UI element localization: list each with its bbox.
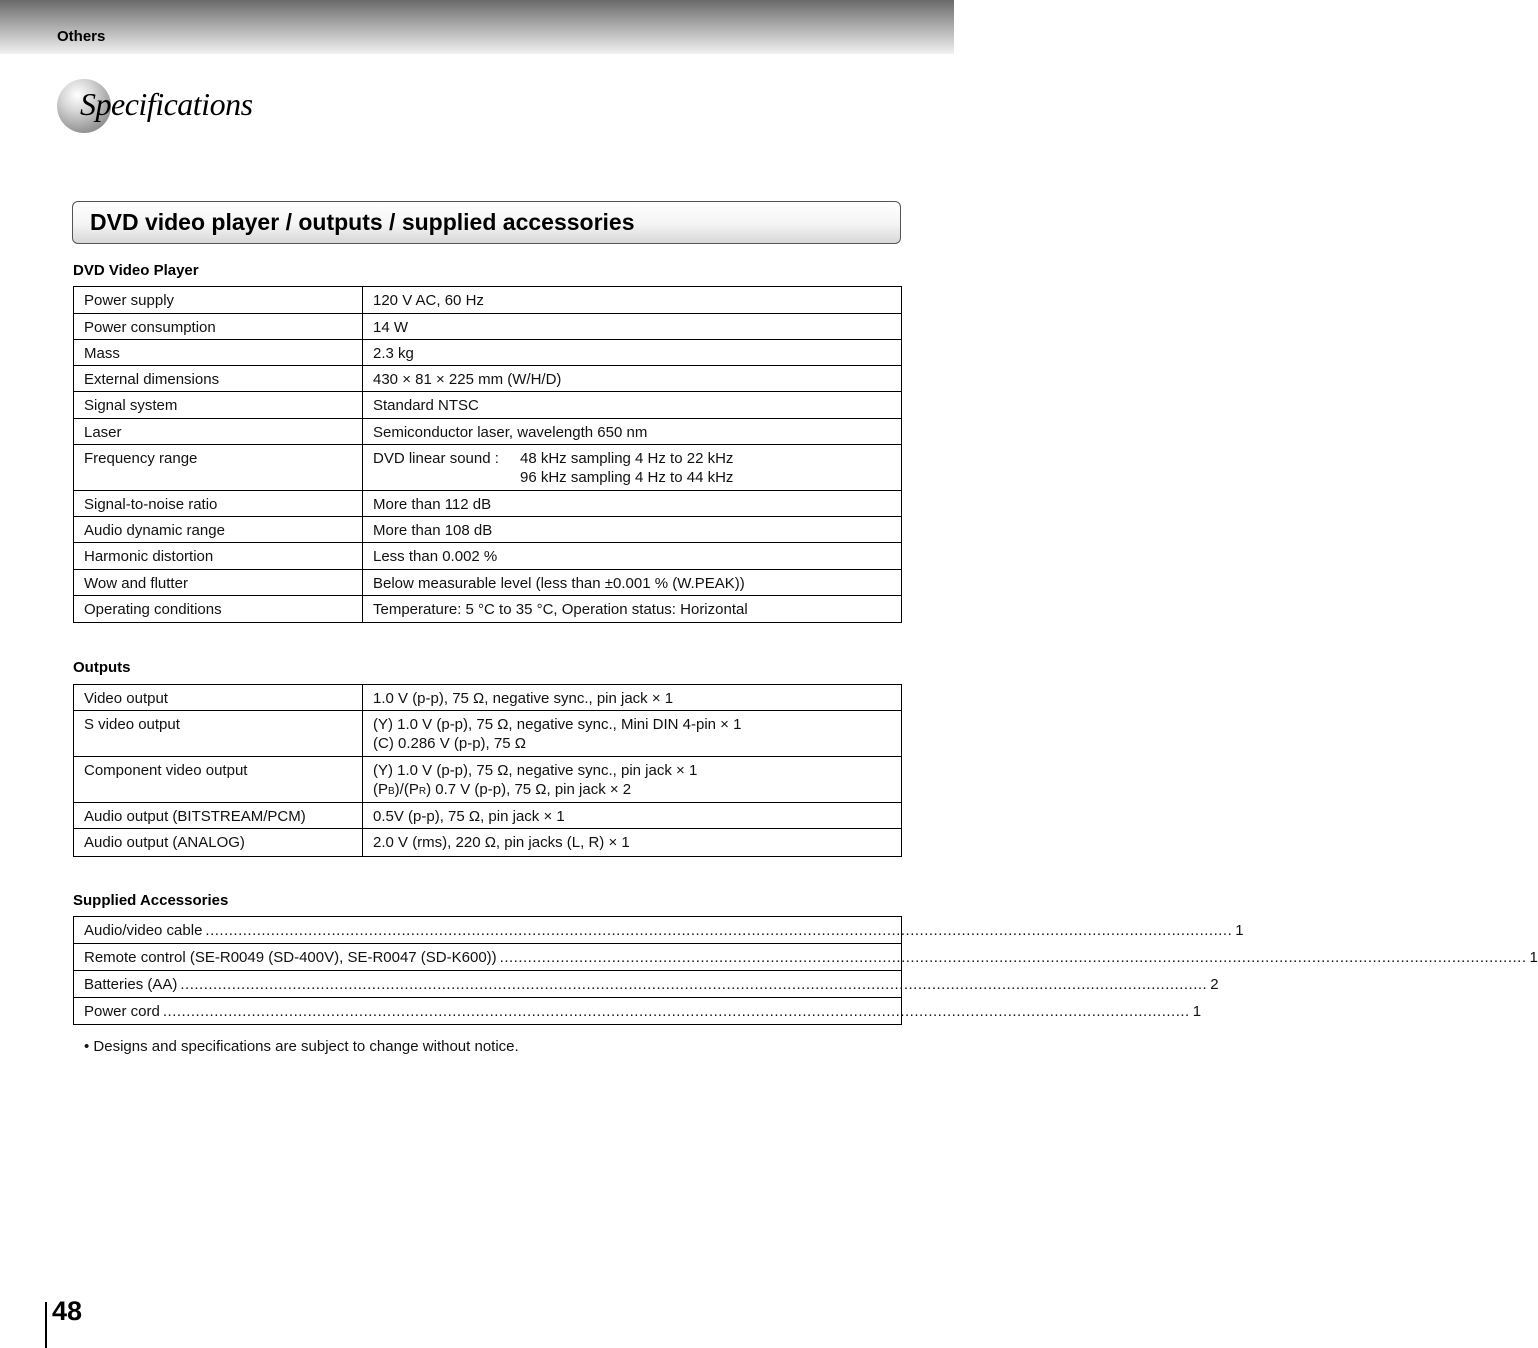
subscript: B <box>388 786 395 797</box>
spec-value: Less than 0.002 % <box>363 543 902 570</box>
table-row <box>74 829 902 857</box>
accessory-quantity: 1 <box>1529 948 1538 966</box>
spec-value-line: (Y) 1.0 V (p-p), 75 Ω, negative sync., Mini DIN 4-pin × 1 <box>373 716 742 733</box>
table-row <box>74 366 902 392</box>
accessory-label: Power cord <box>84 1002 160 1020</box>
spec-value: 0.5V (p-p), 75 Ω, pin jack × 1 <box>363 803 902 829</box>
text-fragment: )/(P <box>394 781 419 798</box>
table-row <box>74 711 902 757</box>
leader-dots: ............................................................................................................................................................................................................................ <box>162 1002 1190 1020</box>
spec-value <box>363 757 902 803</box>
spec-label: Operating conditions <box>74 596 363 623</box>
table-row <box>74 340 902 366</box>
accessory-label: Audio/video cable <box>84 921 203 939</box>
subscript: R <box>418 786 427 797</box>
spec-label: Frequency range <box>74 445 363 491</box>
spec-label: S video output <box>74 711 363 757</box>
accessories-heading: Supplied Accessories <box>73 892 229 909</box>
table-row <box>74 803 902 829</box>
table-row <box>74 596 902 623</box>
spec-value-line: (C) 0.286 V (p-p), 75 Ω <box>373 735 526 752</box>
spec-label: Audio output (ANALOG) <box>74 829 363 857</box>
spec-value: More than 112 dB <box>363 491 902 517</box>
spec-value: Below measurable level (less than ±0.001 % (W.PEAK)) <box>363 570 902 596</box>
spec-label: Laser <box>74 419 363 445</box>
text-fragment: ) 0.7 V (p-p), 75 Ω, pin jack × 2 <box>426 781 632 798</box>
accessory-quantity: 1 <box>1192 1002 1202 1020</box>
spec-value: 120 V AC, 60 Hz <box>363 287 902 314</box>
page-number: 48 <box>52 1296 83 1326</box>
accessory-label: Batteries (AA) <box>84 975 178 993</box>
spec-value: 430 × 81 × 225 mm (W/H/D) <box>363 366 902 392</box>
spec-label: Component video output <box>74 757 363 803</box>
table-row <box>74 543 902 570</box>
footnote: • Designs and specifications are subject to change without notice. <box>84 1038 519 1055</box>
player-spec-table <box>73 286 902 623</box>
section-banner <box>72 201 901 244</box>
spec-value: Standard NTSC <box>363 392 902 419</box>
player-heading: DVD Video Player <box>73 262 199 279</box>
text-fragment: (P <box>373 781 388 798</box>
section-label: Others <box>57 28 106 45</box>
table-row <box>74 570 902 596</box>
spec-label: Video output <box>74 685 363 711</box>
spec-label: Wow and flutter <box>74 570 363 596</box>
page-title: Specifications <box>80 86 253 122</box>
leader-dots: ............................................................................................................................................................................................................................ <box>499 948 1527 966</box>
spec-value: Temperature: 5 °C to 35 °C, Operation status: Horizontal <box>363 596 902 623</box>
spec-label: Power consumption <box>74 314 363 340</box>
spec-value: Semiconductor laser, wavelength 650 nm <box>363 419 902 445</box>
spec-value: More than 108 dB <box>363 517 902 543</box>
accessory-label: Remote control (SE-R0049 (SD-400V), SE-R0047 (SD-K600)) <box>84 948 497 966</box>
spec-label: Power supply <box>74 287 363 314</box>
spec-value-line <box>373 780 891 801</box>
table-row <box>74 998 902 1025</box>
table-row <box>74 491 902 517</box>
spec-value <box>363 711 902 757</box>
table-row <box>74 314 902 340</box>
frequency-line-1: 48 kHz sampling 4 Hz to 22 kHz <box>520 450 734 467</box>
spec-label: Mass <box>74 340 363 366</box>
spec-label: Signal-to-noise ratio <box>74 491 363 517</box>
banner-title: DVD video player / outputs / supplied accessories <box>90 209 635 235</box>
table-row <box>74 685 902 711</box>
spec-value-line: (Y) 1.0 V (p-p), 75 Ω, negative sync., pin jack × 1 <box>373 762 698 779</box>
spec-value: 14 W <box>363 314 902 340</box>
table-row <box>74 445 902 491</box>
table-row <box>74 944 902 971</box>
leader-dots: ............................................................................................................................................................................................................................ <box>205 921 1233 939</box>
page-number-rule <box>45 1302 47 1348</box>
accessory-quantity: 2 <box>1210 975 1219 993</box>
spec-label: Signal system <box>74 392 363 419</box>
outputs-spec-table <box>73 684 902 857</box>
spec-value <box>363 445 902 491</box>
table-row <box>74 419 902 445</box>
frequency-sub-label: DVD linear sound : <box>373 450 499 467</box>
spec-value: 2.3 kg <box>363 340 902 366</box>
spec-label: External dimensions <box>74 366 363 392</box>
outputs-heading: Outputs <box>73 659 131 676</box>
table-row <box>74 757 902 803</box>
accessories-table <box>73 916 1538 1025</box>
table-row <box>74 517 902 543</box>
accessory-quantity: 1 <box>1235 921 1244 939</box>
header-band <box>0 0 954 54</box>
table-row <box>74 392 902 419</box>
spec-label: Audio dynamic range <box>74 517 363 543</box>
frequency-line-2: 96 kHz sampling 4 Hz to 44 kHz <box>520 469 734 486</box>
table-row <box>74 971 902 998</box>
table-row <box>74 917 902 944</box>
spec-value: 1.0 V (p-p), 75 Ω, negative sync., pin jack × 1 <box>363 685 902 711</box>
spec-label: Harmonic distortion <box>74 543 363 570</box>
table-row <box>74 287 902 314</box>
leader-dots: ............................................................................................................................................................................................................................ <box>180 975 1208 993</box>
spec-value: 2.0 V (rms), 220 Ω, pin jacks (L, R) × 1 <box>363 829 902 857</box>
spec-label: Audio output (BITSTREAM/PCM) <box>74 803 363 829</box>
